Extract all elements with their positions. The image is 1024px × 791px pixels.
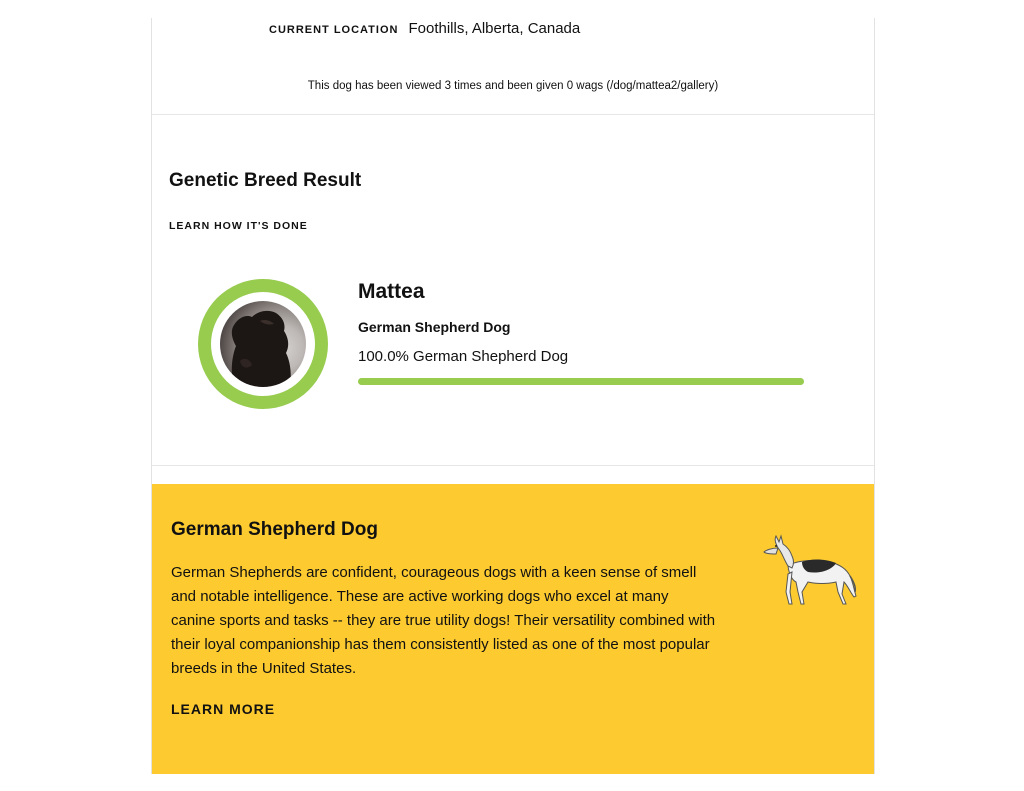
avatar-ring-inner bbox=[211, 292, 315, 396]
current-location bbox=[269, 20, 580, 37]
primary-breed: German Shepherd Dog bbox=[358, 319, 511, 335]
location-label: CURRENT LOCATION bbox=[269, 24, 399, 36]
dog-avatar-ring bbox=[198, 279, 328, 409]
dog-photo-avatar[interactable] bbox=[220, 301, 306, 387]
section-divider bbox=[152, 465, 874, 466]
genetic-breed-heading: Genetic Breed Result bbox=[169, 170, 362, 191]
view-count-text: This dog has been viewed 3 times and been given 0 wags (/dog/mattea2/gallery) bbox=[307, 80, 719, 92]
profile-column bbox=[151, 18, 875, 774]
dog-silhouette-icon bbox=[220, 301, 306, 387]
german-shepherd-illustration-icon bbox=[758, 532, 858, 608]
breed-description: German Shepherds are confident, courageous dogs with a keen sense of smell and notable intelligence. These are active working dogs who excel at many canine sports and tasks -- they are true utility dogs! Their versatility combined with their loyal companionship has them consistently listed as one of the most popular breeds in the United States. bbox=[171, 564, 716, 677]
breed-info-banner bbox=[152, 484, 874, 774]
dog-name: Mattea bbox=[358, 280, 425, 303]
breed-info-heading: German Shepherd Dog bbox=[171, 519, 378, 540]
section-divider bbox=[152, 114, 874, 115]
learn-more-link[interactable]: LEARN MORE bbox=[171, 701, 276, 717]
breed-progress-bar bbox=[358, 378, 804, 385]
breed-progress-fill bbox=[358, 378, 804, 385]
location-value: Foothills, Alberta, Canada bbox=[408, 20, 581, 37]
learn-how-link[interactable]: LEARN HOW IT'S DONE bbox=[169, 220, 308, 232]
breed-percentage: 100.0% German Shepherd Dog bbox=[358, 348, 569, 365]
